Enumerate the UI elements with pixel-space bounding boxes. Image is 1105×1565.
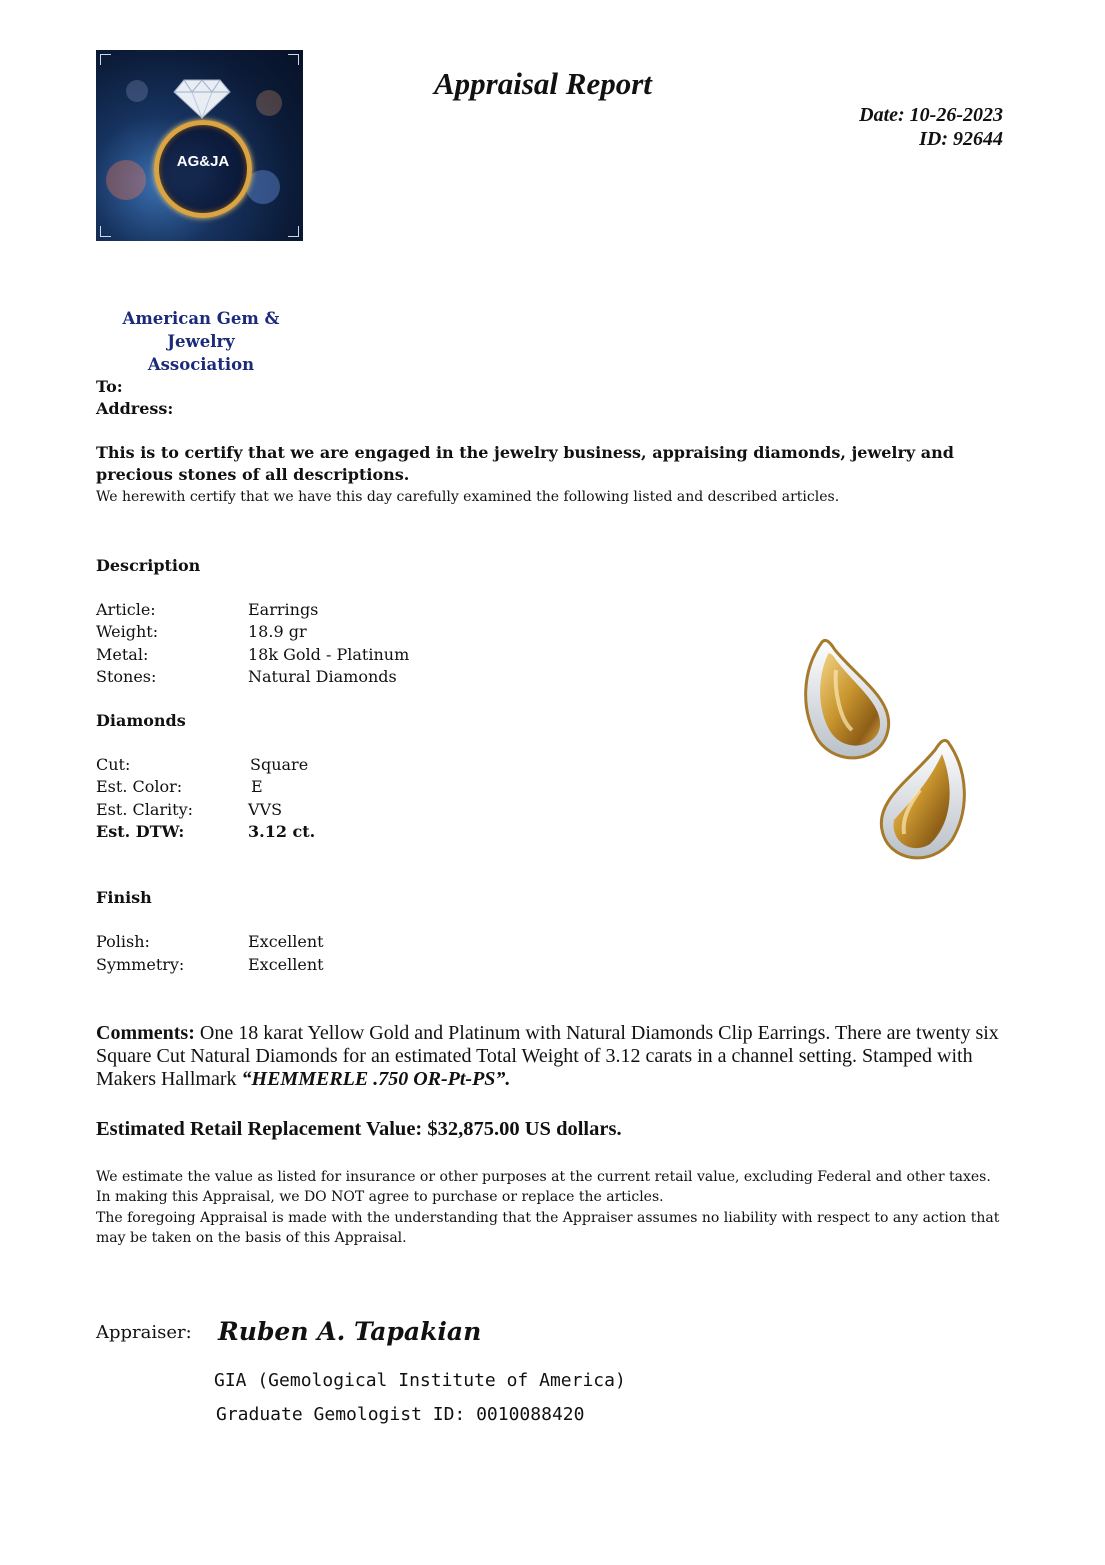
crop-corner-icon (100, 226, 111, 237)
field-label: Est. Color: (96, 777, 183, 796)
field-value: Square (250, 755, 309, 774)
earrings-photo (790, 630, 980, 870)
to-label: To: (96, 377, 123, 396)
field-label: Stones: (96, 667, 157, 686)
examination-statement: We herewith certify that we have this day carefully examined the following listed and described articles. (96, 489, 840, 505)
appraiser-signature (214, 1306, 482, 1356)
svg-text:Ruben A. Tapakian: Ruben A. Tapakian (218, 1317, 482, 1346)
diamond-icon (172, 78, 232, 120)
certification-statement: This is to certify that we are engaged in the jewelry business, appraising diamonds, jewelry and precious stones of all descriptions. (96, 443, 954, 484)
field-label: Symmetry: (96, 955, 185, 974)
earring-left (806, 640, 889, 757)
report-id: ID: 92644 (919, 128, 1003, 150)
field-value: E (251, 777, 263, 796)
field-label: Article: (96, 600, 156, 619)
field-value: Natural Diamonds (248, 667, 397, 686)
institute-name: GIA (Gemological Institute of America) (214, 1370, 626, 1391)
report-date: Date: 10-26-2023 (859, 104, 1003, 126)
field-value: Excellent (248, 955, 324, 974)
logo-bokeh (126, 80, 148, 102)
field-label: Weight: (96, 622, 159, 641)
organization-name (96, 307, 306, 376)
finish-heading: Finish (96, 888, 152, 907)
description-heading: Description (96, 556, 201, 575)
address-label: Address: (96, 399, 174, 418)
appraiser-label: Appraiser: (96, 1322, 192, 1343)
organization-line-2: Association (147, 355, 255, 374)
replacement-value: Estimated Retail Replacement Value: $32,875.00 US dollars. (96, 1118, 622, 1140)
gemologist-id: Graduate Gemologist ID: 0010088420 (216, 1404, 585, 1425)
logo-abbreviation: AG&JA (176, 153, 230, 170)
field-value: 3.12 ct. (248, 822, 316, 841)
field-value: Excellent (248, 932, 324, 951)
hallmark-stamp: “HEMMERLE .750 OR-Pt-PS”. (241, 1068, 511, 1090)
field-value: Earrings (248, 600, 319, 619)
diamonds-heading: Diamonds (96, 711, 186, 730)
association-logo (96, 50, 303, 241)
field-value: VVS (248, 800, 283, 819)
crop-corner-icon (288, 226, 299, 237)
organization-line-1: American Gem & Jewelry (122, 309, 280, 351)
field-value: 18k Gold - Platinum (248, 645, 410, 664)
comments-paragraph (96, 1022, 1011, 1091)
field-value: 18.9 gr (248, 622, 307, 641)
comments-label: Comments: (96, 1022, 195, 1044)
earring-right (881, 740, 964, 857)
crop-corner-icon (288, 54, 299, 65)
disclaimer-paragraph-1: We estimate the value as listed for insurance or other purposes at the current retail value, excluding Federal and other taxes. In making this Appraisal, we DO NOT agree to purchase or replace the articles. (96, 1169, 991, 1205)
field-label: Metal: (96, 645, 149, 664)
comments-text: One 18 karat Yellow Gold and Platinum with Natural Diamonds Clip Earrings. There are twenty six Square Cut Natural Diamonds for an estimated Total Weight of 3.12 carats in a channel setting. Stamped with Makers Hallmark (96, 1022, 999, 1090)
crop-corner-icon (100, 54, 111, 65)
field-label: Est. DTW: (96, 822, 185, 841)
logo-bokeh (106, 160, 146, 200)
field-label: Polish: (96, 932, 150, 951)
logo-bokeh (256, 90, 282, 116)
report-title: Appraisal Report (434, 66, 652, 101)
disclaimer-paragraph-2: The foregoing Appraisal is made with the understanding that the Appraiser assumes no liability with respect to any action that may be taken on the basis of this Appraisal. (96, 1210, 1000, 1246)
field-label: Cut: (96, 755, 131, 774)
field-label: Est. Clarity: (96, 800, 194, 819)
